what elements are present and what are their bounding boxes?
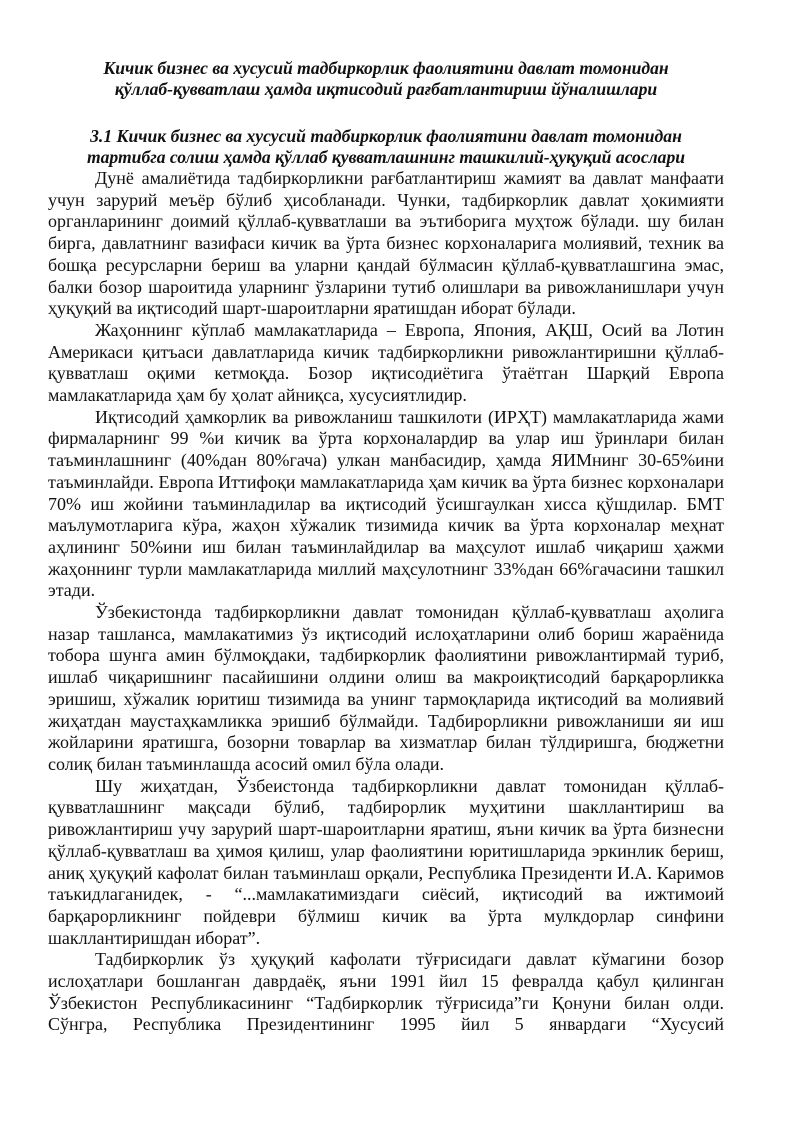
title-line: қўллаб-қувватлаш ҳамда иқтисодий рағбатлантириш йўналишлари <box>114 79 658 99</box>
document-page <box>48 58 724 1036</box>
body-paragraph: Иқтисодий ҳамкорлик ва ривожланиш ташкилоти (ИРҲТ) мамлакатларида жами фирмаларнинг 99 %и кичик ва ўрта корхоналардир ва улар иш ўринлари билан таъминлашнинг (40%дан 80%гача) улкан манбасидир, ҳамда ЯИМнинг 30-65%ини таъминлайди. Европа Иттифоқи мамлакатларида ҳам кичик ва ўрта бизнес корхоналари 70% иш жойини таъминладилар ва иқтисодий ўсишгаулкан хисса қўшдилар. БМТ маълумотларига кўра, жаҳон хўжалик тизимида кичик ва ўрта корхоналар меҳнат аҳлининг 50%ини иш билан таъминлайдилар ва маҳсулот ишлаб чиқариш ҳажми жаҳоннинг турли мамлакатларида миллий маҳсулотнинг 33%дан 66%гачасини ташкил этади. <box>48 406 724 601</box>
section-heading-line: 3.1 Кичик бизнес ва хусусий тадбиркорлик фаолиятини давлат томонидан <box>90 126 682 146</box>
body-paragraph: Дунё амалиётида тадбиркорликни рағбатлантириш жамият ва давлат манфаати учун зарурий меъёр бўлиб ҳисобланади. Чунки, тадбиркорлик давлат ҳокимияти органларининг доимий қўллаб-қувватлаши ва эътиборига муҳтож бўлади. шу билан бирга, давлатнинг вазифаси кичик ва ўрта бизнес корхоналарига молиявий, техник ва бошқа ресурсларни бериш ва уларни қандай бўлмасин қўллаб-қувватлашгина эмас, балки бозор шароитида уларнинг ўзларини тутиб олишлари ва ривожланишлари учун ҳуқуқий ва иқтисодий шарт-шароитларни яратишдан иборат бўлади. <box>48 168 724 319</box>
document-title <box>48 58 724 100</box>
body-paragraph: Жаҳоннинг кўплаб мамлакатларида – Европа, Япония, АҚШ, Осий ва Лотин Америкаси қитъаси давлатларида кичик тадбиркорликни ривожлантиришни қўллаб-қувватлаш оқими кетмоқда. Бозор иқтисодиётига ўтаётган Шарқий Европа мамлакатларида ҳам бу ҳолат айниқса, хусусиятлидир. <box>48 319 724 406</box>
body-paragraph: Ўзбекистонда тадбиркорликни давлат томонидан қўллаб-қувватлаш аҳолига назар ташланса, мамлакатимиз ўз иқтисодий ислоҳатларини олиб бориш жараёнида тобора шунга амин бўлмоқдаки, тадбиркорлик фаолиятини ривожлантирмай туриб, ишлаб чиқаришнинг пасайишини олдини олиш ва макроиқтисодий барқарорликка эришиш, хўжалик юритиш тизимида ва унинг тармоқларида иқтисодий ва молиявий жиҳатдан маустаҳкамликка эришиб бўлмайди. Тадбирорликни ривожланиши яи иш жойларини яратишга, бозорни товарлар ва хизматлар билан тўлдиришга, бюджетни солиқ билан таъминлашда асосий омил бўла олади. <box>48 602 724 774</box>
section-heading-line: тартибга солиш ҳамда қўллаб қувватлашнинг ташкилий-ҳуқуқий асослари <box>86 147 686 167</box>
section-heading <box>48 126 724 168</box>
title-line: Кичик бизнес ва хусусий тадбиркорлик фаолиятини давлат томонидан <box>103 58 669 78</box>
body-paragraph: Тадбиркорлик ўз ҳуқуқий кафолати тўғрисидаги давлат кўмагини бозор ислоҳатлари бошланган даврдаёқ, яъни 1991 йил 15 февралда қабул қилинган Ўзбекистон Республикасининг “Тадбиркорлик тўғрисида”ги Қонуни билан олди. Сўнгра, Республика Президентининг 1995 йил 5 январдаги “Хусусий <box>48 949 724 1035</box>
body-paragraph: Шу жиҳатдан, Ўзбеистонда тадбиркорликни давлат томонидан қўллаб-қувватлашнинг мақсади бўлиб, тадбирорлик муҳитини шакллантириш ва ривожлантириш учу зарурий шарт-шароитларни яратиш, яъни кичик ва ўрта бизнесни қўллаб-қувватлаш ва ҳимоя қилиш, улар фаолиятини юритишларида эркинлик бериш, аниқ ҳуқуқий кафолат билан таъминлаш орқали, Республика Президенти И.А. Каримов таъкидлаганидек, - “...мамлакатимиздаги сиёсий, иқтисодий ва ижтимоий барқарорликнинг пойдеври бўлмиш кичик ва ўрта мулкдорлар синфини шакллантиришдан иборат”. <box>48 775 724 948</box>
